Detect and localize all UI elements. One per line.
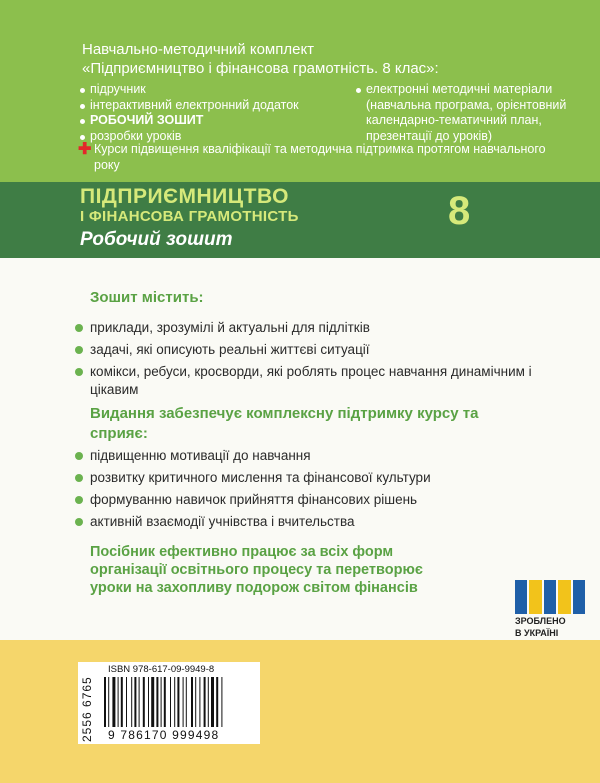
book-title-line2: І ФІНАНСОВА ГРАМОТНІСТЬ: [80, 208, 299, 225]
kit-components-right: [354, 82, 584, 144]
ean-digits: 9 786170 999498: [108, 728, 220, 742]
list-item: розвитку критичного мислення та фінансової культури: [74, 469, 534, 487]
barcode-icon: [104, 677, 252, 729]
book-subtitle: Робочий зошит: [80, 229, 233, 250]
list-item: задачі, які описують реальні життєві ситуації: [74, 341, 534, 359]
kit-item: розробки уроків: [78, 129, 348, 145]
logo-caption-line2: В УКРАЇНІ: [515, 628, 559, 638]
kit-item: електронні методичні матеріали (навчальна програма, орієнтовний календарно-тематичний план, презентації до уроків): [354, 82, 584, 144]
support-list: [74, 447, 534, 535]
side-code: 2556 6765: [80, 676, 94, 742]
logo-caption-line1: ЗРОБЛЕНО: [515, 616, 566, 626]
kit-item: РОБОЧИЙ ЗОШИТ: [78, 113, 348, 129]
contents-list: [74, 319, 534, 403]
isbn-text: ISBN 978-617-09-9949-8: [108, 664, 215, 675]
list-item: формуванню навичок прийняття фінансових рішень: [74, 491, 534, 509]
closing-statement: Посібник ефективно працює за всіх форм організації освітнього процесу та перетворює уроки на захопливу подорож світом фінансів: [90, 544, 423, 596]
kit-item: інтерактивний електронний додаток: [78, 98, 348, 114]
kit-components-left: [78, 82, 348, 144]
list-item: активній взаємодії учнівства і вчительства: [74, 513, 534, 531]
grade-number: 8: [448, 189, 471, 233]
contents-heading: Зошит містить:: [90, 289, 204, 306]
kit-title: Навчально-методичний комплект «Підприємництво і фінансова грамотність. 8 клас»:: [82, 41, 439, 77]
plus-icon: ✚: [78, 141, 92, 158]
book-title-line1: ПІДПРИЄМНИЦТВО: [80, 185, 289, 208]
list-item: комікси, ребуси, кросворди, які роблять процес навчання динамічним і цікавим: [74, 363, 534, 399]
list-item: підвищенню мотивації до навчання: [74, 447, 534, 465]
made-in-ukraine-logo: [515, 580, 585, 638]
courses-note: ✚ Курси підвищення кваліфікації та методична підтримка протягом навчального року: [78, 141, 546, 172]
support-heading: Видання забезпечує комплексну підтримку курсу та сприяє:: [90, 405, 479, 442]
flag-bars-icon: [515, 580, 585, 614]
kit-item: підручник: [78, 82, 348, 98]
list-item: приклади, зрозумілі й актуальні для підлітків: [74, 319, 534, 337]
